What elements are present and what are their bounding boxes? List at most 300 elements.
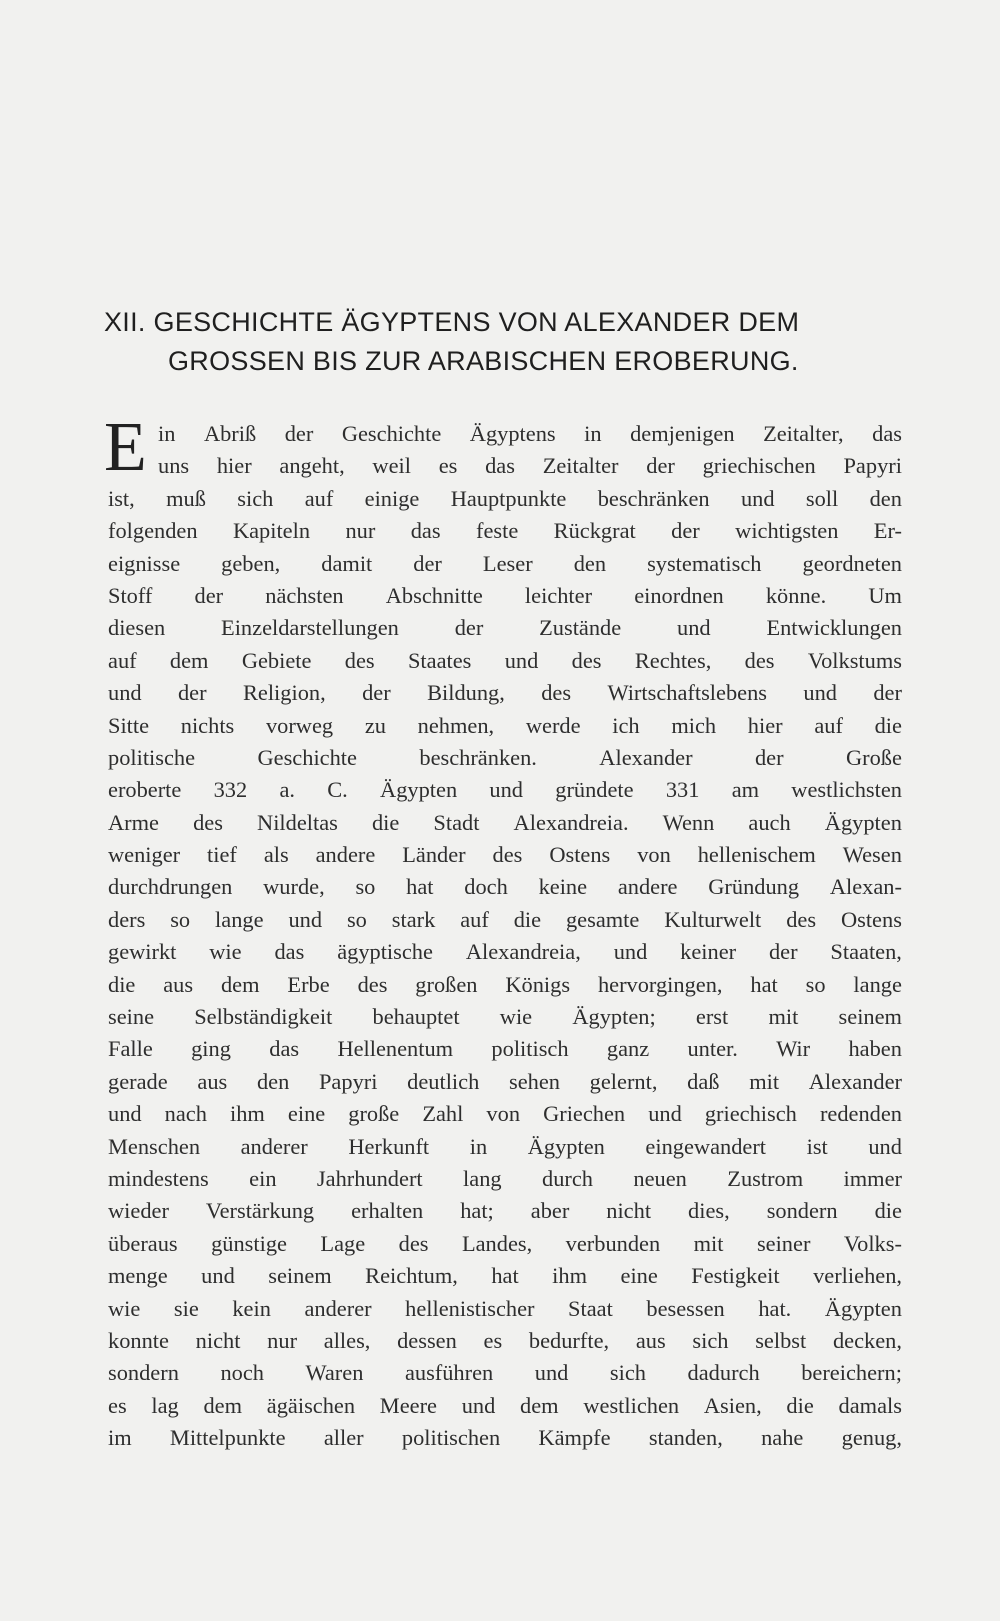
word: große: [348, 1101, 400, 1127]
word: auf: [460, 906, 489, 932]
word: die: [108, 971, 136, 997]
word: ging: [191, 1036, 231, 1062]
word: auf: [108, 647, 137, 673]
word: als: [263, 842, 289, 868]
text-line: [108, 450, 902, 482]
word: Staates: [407, 647, 472, 673]
word: des: [193, 809, 223, 835]
word: tief: [207, 842, 237, 868]
word: aus: [635, 1327, 666, 1353]
word: Alexan-: [829, 874, 902, 900]
word: Alexandreia.: [513, 809, 629, 835]
word: der: [194, 582, 224, 608]
word: Ägypten: [380, 777, 458, 803]
word: bereichern;: [801, 1360, 902, 1386]
word: Hauptpunkte: [450, 485, 567, 511]
word: bedurfte,: [528, 1327, 610, 1353]
word: der: [362, 680, 391, 706]
text-line: [108, 1098, 902, 1130]
word: damals: [838, 1392, 902, 1418]
word: Mittelpunkte: [169, 1425, 286, 1451]
chapter-body-text: [108, 418, 902, 1455]
word: gründete: [555, 777, 634, 803]
word: und: [504, 647, 539, 673]
word: und: [461, 1392, 496, 1418]
word: des: [744, 647, 775, 673]
text-line: [108, 807, 902, 839]
word: nicht: [195, 1327, 241, 1353]
word: eingewandert: [645, 1133, 767, 1159]
word: Volkstums: [807, 647, 902, 673]
word: es: [483, 1327, 503, 1353]
word: Kämpfe: [538, 1425, 611, 1451]
word: besessen: [646, 1295, 725, 1321]
word: sie: [173, 1295, 199, 1321]
word: dem: [520, 1392, 559, 1418]
word: politischen: [401, 1425, 501, 1451]
text-line: [108, 580, 902, 612]
word: wurde,: [263, 874, 325, 900]
word: von: [637, 842, 671, 868]
text-line: [108, 904, 902, 936]
word: Religion,: [242, 680, 326, 706]
word: Geschichte: [341, 421, 442, 446]
word: Kapiteln: [232, 518, 311, 544]
word: erhalten: [351, 1198, 424, 1224]
word: und: [108, 680, 142, 706]
text-line: [108, 1422, 902, 1454]
word: lag: [151, 1392, 179, 1418]
text-line: [108, 774, 902, 806]
word: und: [803, 680, 837, 706]
word: Leser: [482, 550, 533, 576]
word: diesen: [108, 615, 166, 641]
word: Verstärkung: [205, 1198, 315, 1224]
word: hellenistischer: [405, 1295, 535, 1321]
word: durch: [542, 1165, 593, 1191]
word: großen: [415, 971, 478, 997]
word: Herkunft: [348, 1133, 430, 1159]
text-line: [108, 1357, 902, 1389]
word: Er-: [873, 518, 902, 544]
word: Entwicklungen: [766, 615, 902, 641]
word: mit: [768, 1004, 799, 1030]
chapter-heading-line-1: XII. GESCHICHTE ÄGYPTENS VON ALEXANDER DEM: [104, 307, 800, 337]
word: es: [438, 453, 458, 479]
word: und: [489, 777, 523, 803]
word: günstige: [211, 1230, 287, 1256]
word: wie: [209, 939, 242, 965]
text-line: [108, 1033, 902, 1065]
word: des: [541, 680, 572, 706]
word: eroberte: [108, 777, 182, 803]
word: Gebiete: [241, 647, 312, 673]
word: das: [485, 453, 515, 479]
word: das: [274, 939, 305, 965]
word: hat;: [460, 1198, 494, 1224]
word: dessen: [397, 1327, 457, 1353]
word: mich: [671, 712, 717, 738]
text-line: [108, 871, 902, 903]
text-line: [108, 936, 902, 968]
word: hat: [491, 1263, 519, 1289]
word: hervorgingen,: [597, 971, 723, 997]
word: der: [284, 421, 314, 446]
word: sich: [237, 485, 274, 511]
chapter-heading-line-2: GROSSEN BIS ZUR ARABISCHEN EROBERUNG.: [168, 346, 799, 376]
word: könne.: [765, 582, 827, 608]
word: daß: [687, 1068, 720, 1094]
word: Zeitalter,: [763, 421, 844, 446]
word: in: [469, 1133, 488, 1159]
word: Hellenentum: [337, 1036, 454, 1062]
word: damit: [321, 550, 373, 576]
text-line: [108, 1228, 902, 1260]
word: Stoff: [108, 582, 153, 608]
text-line: [108, 710, 902, 742]
word: eine: [620, 1263, 658, 1289]
text-line: [108, 1390, 902, 1422]
word: es: [108, 1392, 127, 1418]
word: Länder: [402, 842, 466, 868]
word: Um: [868, 582, 902, 608]
word: eignisse: [108, 550, 181, 576]
word: Lage: [320, 1230, 366, 1256]
word: im: [108, 1425, 132, 1451]
word: lang: [463, 1165, 502, 1191]
word: westlichen: [583, 1392, 680, 1418]
text-line: [108, 645, 902, 677]
word: weniger: [108, 842, 181, 868]
text-line: [108, 1293, 902, 1325]
word: Alexandreia,: [465, 939, 581, 965]
word: soll: [805, 485, 839, 511]
word: Zeitalter: [542, 453, 619, 479]
word: vorweg: [265, 712, 334, 738]
word: konnte: [108, 1327, 169, 1353]
word: C.: [327, 777, 348, 803]
word: Wirtschaftslebens: [607, 680, 767, 706]
word: der: [873, 680, 902, 706]
word: sehen: [508, 1068, 560, 1094]
word: hat: [406, 874, 434, 900]
word: doch: [464, 874, 508, 900]
word: angeht,: [279, 453, 345, 479]
word: anderer: [304, 1295, 372, 1321]
word: systematisch: [647, 550, 762, 576]
word: sich: [609, 1360, 646, 1386]
word: Ostens: [840, 906, 902, 932]
word: so: [170, 906, 191, 932]
word: gelernt,: [589, 1068, 658, 1094]
word: Meere: [379, 1392, 437, 1418]
word: den: [573, 550, 607, 576]
word: deutlich: [407, 1068, 480, 1094]
text-line: [108, 1131, 902, 1163]
word: wie: [108, 1295, 141, 1321]
word: selbst: [755, 1327, 807, 1353]
text-line: [108, 1325, 902, 1357]
word: ägäischen: [266, 1392, 356, 1418]
word: nehmen,: [417, 712, 495, 738]
word: seinem: [838, 1004, 902, 1030]
word: redenden: [819, 1101, 902, 1127]
word: sich: [692, 1327, 729, 1353]
word: das: [410, 518, 441, 544]
text-line: [108, 548, 902, 580]
word: Wesen: [842, 842, 902, 868]
word: Festigkeit: [691, 1263, 780, 1289]
word: genug,: [841, 1425, 902, 1451]
word: Zahl: [422, 1101, 464, 1127]
word: auf: [814, 712, 843, 738]
word: wichtigsten: [735, 518, 839, 544]
text-line: [108, 418, 902, 450]
word: hier: [216, 453, 252, 479]
word: werde: [525, 712, 581, 738]
word: und: [613, 939, 648, 965]
word: Ostens: [549, 842, 611, 868]
word: auch: [748, 809, 791, 835]
word: dem: [220, 971, 260, 997]
text-line: [108, 1260, 902, 1292]
word: und: [648, 1101, 682, 1127]
word: Alexander: [599, 744, 693, 770]
word: zu: [364, 712, 386, 738]
word: immer: [843, 1165, 902, 1191]
word: den: [869, 485, 902, 511]
word: erst: [695, 1004, 729, 1030]
text-line: [108, 1066, 902, 1098]
word: griechischen: [702, 453, 816, 479]
text-line: [108, 1195, 902, 1227]
word: dem: [169, 647, 209, 673]
word: auf: [304, 485, 334, 511]
word: Rechtes,: [634, 647, 712, 673]
word: Menschen: [108, 1133, 201, 1159]
word: neuen: [633, 1165, 687, 1191]
word: aus: [163, 971, 194, 997]
word: die: [513, 906, 542, 932]
word: Volks-: [843, 1230, 902, 1256]
word: seiner: [756, 1230, 811, 1256]
word: Ägypten: [824, 1295, 902, 1321]
word: der: [454, 615, 484, 641]
drop-cap: E: [104, 409, 147, 486]
word: Wenn: [662, 809, 715, 835]
word: ders: [108, 906, 146, 932]
word: der: [754, 744, 784, 770]
word: Geschichte: [257, 744, 357, 770]
word: alles,: [323, 1327, 371, 1353]
word: demjenigen: [630, 421, 735, 446]
word: Einzeldarstellungen: [221, 615, 399, 641]
word: Ägypten: [824, 809, 902, 835]
word: der: [768, 939, 798, 965]
word: hier: [747, 712, 783, 738]
word: westlichsten: [791, 777, 902, 803]
word: Sitte: [108, 712, 150, 738]
word: Alexander: [808, 1068, 902, 1094]
word: des: [492, 842, 523, 868]
word: keiner: [680, 939, 737, 965]
text-line: [108, 515, 902, 547]
word: Große: [845, 744, 902, 770]
text-line: [108, 839, 902, 871]
word: der: [646, 453, 675, 479]
word: Königs: [505, 971, 571, 997]
word: aus: [197, 1068, 228, 1094]
word: 331: [665, 777, 700, 803]
word: dadurch: [687, 1360, 760, 1386]
word: mindestens: [108, 1165, 209, 1191]
word: leichter: [524, 582, 593, 608]
word: Rückgrat: [553, 518, 636, 544]
word: in: [158, 421, 176, 446]
word: geben,: [221, 550, 281, 576]
word: sondern: [766, 1198, 838, 1224]
word: Falle: [108, 1036, 153, 1062]
word: dem: [203, 1392, 243, 1418]
word: aber: [530, 1198, 570, 1224]
text-line: [108, 1163, 902, 1195]
word: Abriß: [203, 421, 257, 446]
word: ist: [806, 1133, 828, 1159]
word: und: [288, 906, 323, 932]
word: Ägypten;: [572, 1004, 656, 1030]
text-line: [108, 677, 902, 709]
word: a.: [279, 777, 295, 803]
word: Ägypten: [527, 1133, 605, 1159]
word: der: [177, 680, 207, 706]
word: und: [868, 1133, 902, 1159]
word: gerade: [108, 1068, 168, 1094]
word: wieder: [108, 1198, 169, 1224]
word: haben: [848, 1036, 902, 1062]
word: verbunden: [565, 1230, 661, 1256]
word: die: [874, 1198, 902, 1224]
word: Bildung,: [427, 680, 505, 706]
word: decken,: [832, 1327, 902, 1353]
word: anderer: [240, 1133, 308, 1159]
word: sondern: [108, 1360, 179, 1386]
word: seine: [108, 1004, 155, 1030]
word: das: [872, 421, 902, 446]
word: und: [677, 615, 711, 641]
word: des: [344, 647, 375, 673]
word: Reichtum,: [365, 1263, 458, 1289]
word: so: [355, 874, 376, 900]
word: beschränken.: [419, 744, 537, 770]
word: feste: [475, 518, 519, 544]
word: Gründung: [708, 874, 800, 900]
word: hat.: [758, 1295, 792, 1321]
word: die: [786, 1392, 814, 1418]
word: ist,: [108, 485, 135, 511]
word: Asien,: [703, 1392, 762, 1418]
word: menge: [108, 1263, 168, 1289]
word: Jahrhundert: [316, 1165, 423, 1191]
word: Zustände: [539, 615, 622, 641]
word: Selbständigkeit: [194, 1004, 333, 1030]
word: andere: [315, 842, 376, 868]
word: seinem: [268, 1263, 332, 1289]
word: überaus: [108, 1230, 178, 1256]
word: Arme: [108, 809, 159, 835]
text-line: [108, 742, 902, 774]
word: Staat: [568, 1295, 613, 1321]
word: keine: [538, 874, 588, 900]
word: nur: [345, 518, 376, 544]
word: Griechen: [543, 1101, 626, 1127]
word: weil: [372, 453, 411, 479]
word: ausführen: [404, 1360, 494, 1386]
word: die: [371, 809, 400, 835]
word: den: [256, 1068, 290, 1094]
word: der: [413, 550, 442, 576]
text-line: [108, 612, 902, 644]
word: nahe: [761, 1425, 804, 1451]
word: und: [201, 1263, 235, 1289]
word: ägyptische: [337, 939, 433, 965]
word: Ägyptens: [469, 421, 556, 446]
word: mit: [693, 1230, 724, 1256]
word: Wir: [776, 1036, 811, 1062]
word: kein: [232, 1295, 271, 1321]
word: ein: [249, 1165, 277, 1191]
word: Papyri: [318, 1068, 378, 1094]
word: des: [571, 647, 602, 673]
word: wie: [499, 1004, 533, 1030]
word: geordneten: [802, 550, 902, 576]
word: folgenden: [108, 518, 198, 544]
word: von: [486, 1101, 521, 1127]
word: Landes,: [461, 1230, 533, 1256]
word: verliehen,: [813, 1263, 902, 1289]
word: Zustrom: [727, 1165, 804, 1191]
word: durchdrungen: [108, 874, 233, 900]
word: und: [108, 1101, 142, 1127]
word: aller: [323, 1425, 364, 1451]
word: so: [346, 906, 367, 932]
word: stark: [391, 906, 436, 932]
word: einordnen: [634, 582, 724, 608]
word: Nildeltas: [257, 809, 338, 835]
text-line: [108, 969, 902, 1001]
word: und: [740, 485, 775, 511]
word: mit: [749, 1068, 780, 1094]
word: Staaten,: [830, 939, 902, 965]
word: politische: [108, 744, 196, 770]
word: Papyri: [843, 453, 902, 479]
word: nach: [164, 1101, 207, 1127]
word: der: [671, 518, 700, 544]
word: eine: [287, 1101, 326, 1127]
word: nicht: [606, 1198, 652, 1224]
word: so: [805, 971, 826, 997]
word: ihm: [552, 1263, 588, 1289]
word: die: [874, 712, 902, 738]
word: das: [269, 1036, 300, 1062]
word: des: [786, 906, 817, 932]
word: Abschnitte: [385, 582, 483, 608]
word: in: [584, 421, 602, 446]
word: und: [534, 1360, 569, 1386]
word: am: [731, 777, 760, 803]
word: nur: [267, 1327, 298, 1353]
word: ganz: [606, 1036, 650, 1062]
text-line: [108, 1001, 902, 1033]
